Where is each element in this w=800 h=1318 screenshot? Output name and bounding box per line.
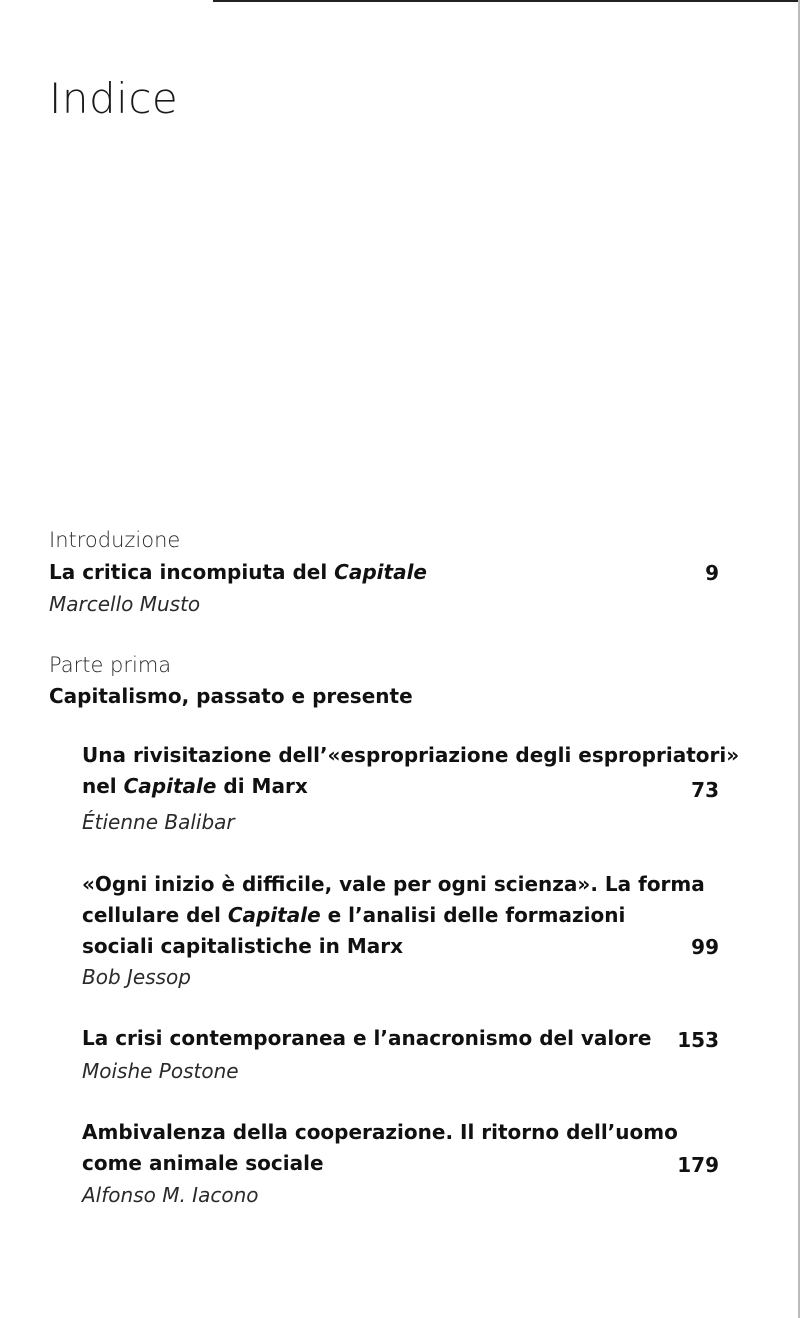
- toc-entry-postone-author: Moishe Postone: [82, 1059, 239, 1083]
- top-rule: [213, 0, 800, 2]
- toc-entry-jessop-title[interactable]: [82, 869, 705, 962]
- introduction-label: Introduzione: [49, 528, 181, 552]
- toc-entry-iacono-author: Alfonso M. Iacono: [82, 1183, 259, 1207]
- page-title: Indice: [49, 74, 179, 123]
- introduction-page-number: 9: [705, 561, 719, 585]
- introduction-title[interactable]: [49, 557, 427, 588]
- toc-entry-jessop-author: Bob Jessop: [82, 965, 191, 989]
- introduction-title-text: La critica incompiuta del: [49, 560, 335, 584]
- toc-entry-title-line: Una rivisitazione dell’«espropriazione degli espropriatori»: [82, 743, 740, 767]
- toc-entry-postone-title[interactable]: [82, 1023, 651, 1054]
- toc-entry-title-line: come animale sociale: [82, 1151, 324, 1175]
- introduction-title-italic: Capitale: [334, 560, 427, 584]
- toc-entry-title-line: nel Capitale di Marx: [82, 774, 308, 798]
- toc-entry-title-line: «Ogni inizio è difficile, vale per ogni scienza». La forma: [82, 872, 705, 896]
- toc-entry-postone-page-number: 153: [677, 1028, 719, 1052]
- introduction-author: Marcello Musto: [49, 592, 201, 616]
- toc-entry-title-line: cellulare del Capitale e l’analisi delle formazioni: [82, 903, 626, 927]
- toc-entry-balibar-author: Étienne Balibar: [82, 810, 235, 834]
- toc-entry-title-line: La crisi contemporanea e l’anacronismo del valore: [82, 1026, 652, 1050]
- part-one-title: Capitalismo, passato e presente: [49, 684, 413, 708]
- toc-entry-title-line: Ambivalenza della cooperazione. Il ritorno dell’uomo: [82, 1120, 678, 1144]
- toc-entry-iacono-title[interactable]: [82, 1117, 678, 1179]
- toc-entry-jessop-page-number: 99: [691, 935, 719, 959]
- toc-entry-iacono-page-number: 179: [677, 1153, 719, 1177]
- toc-entry-balibar-title[interactable]: [82, 740, 739, 802]
- toc-entry-balibar-page-number: 73: [691, 778, 719, 802]
- part-one-label: Parte prima: [49, 653, 172, 677]
- toc-entry-title-line: sociali capitalistiche in Marx: [82, 934, 403, 958]
